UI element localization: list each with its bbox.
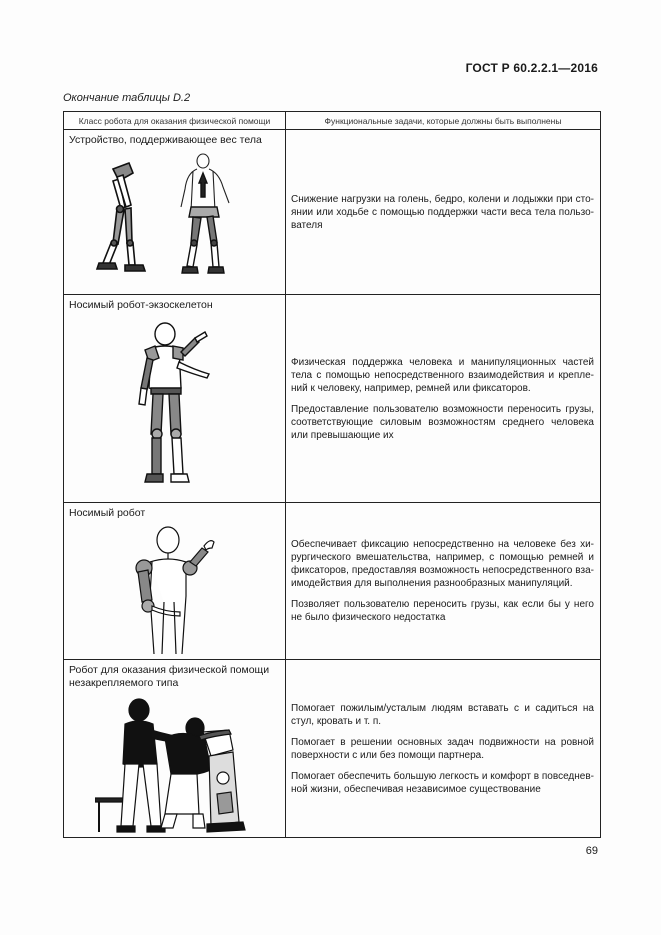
document-id: ГОСТ Р 60.2.2.1—2016 bbox=[465, 61, 598, 75]
table-caption: Окончание таблицы D.2 bbox=[63, 92, 191, 104]
robot-class-label: Носимый робот-экзоскелетон bbox=[69, 299, 213, 311]
robot-tasks-cell bbox=[286, 503, 601, 660]
robot-class-label: Робот для оказания физической помощи незакрепляемого типа bbox=[69, 664, 270, 689]
exoskeleton-figure bbox=[115, 322, 235, 490]
non-attached-assist-robot-figure bbox=[95, 698, 255, 834]
task-text: Помогает обеспечить большую легкость и комфорт в повседневной жизни, обеспечивая независимое существование bbox=[291, 770, 594, 795]
robot-class-cell bbox=[64, 130, 286, 295]
robot-tasks-cell bbox=[286, 130, 601, 295]
wearable-robot-figure bbox=[120, 526, 230, 654]
page-number: 69 bbox=[585, 845, 598, 857]
robot-class-cell bbox=[64, 295, 286, 503]
task-text: Обеспечивает фиксацию непосредственно на человеке без хирургического вмешательства, например, с помощью ремней и фиксаторов, предоставляя возможность непосредственного взаимодействия для выполнения разнообразных манипуляций. bbox=[291, 539, 594, 589]
robot-classes-table bbox=[63, 111, 601, 838]
table-header-row bbox=[64, 112, 601, 130]
task-text: Позволяет пользователю переносить грузы, как если бы у него не было физического недостатка bbox=[291, 599, 594, 623]
column-header-tasks: Функциональные задачи, которые должны быть выполнены bbox=[286, 112, 601, 130]
robot-class-label: Носимый робот bbox=[69, 507, 146, 519]
task-text: Помогает в решении основных задач подвижности на ровной поверхности с или без помощи партнера. bbox=[291, 736, 594, 761]
task-text: Физическая поддержка человека и манипуляционных частей тела с помощью непосредственного взаимодействия и креплений к человеку, например, ремней или фиксаторов. bbox=[291, 356, 594, 394]
table-row bbox=[64, 130, 601, 295]
table-row bbox=[64, 503, 601, 660]
robot-class-cell bbox=[64, 503, 286, 660]
robot-tasks-cell bbox=[286, 660, 601, 838]
task-text: Снижение нагрузки на голень, бедро, колени и лодыжки при стоянии или ходьбе с помощью поддержки части веса тела пользователя bbox=[291, 193, 594, 231]
table-row bbox=[64, 660, 601, 838]
robot-tasks-cell bbox=[286, 295, 601, 503]
robot-class-label: Устройство, поддерживающее вес тела bbox=[69, 134, 262, 146]
task-text: Предоставление пользователю возможности переносить грузы, соответствующие силовым возможностям среднего человека или превышающие их bbox=[291, 403, 594, 441]
column-header-class: Класс робота для оказания физической помощи bbox=[64, 112, 286, 130]
task-text: Помогает пожилым/усталым людям вставать с и садиться на стул, кровать и т. п. bbox=[291, 702, 594, 727]
body-weight-support-device-figure bbox=[75, 151, 275, 279]
robot-class-cell bbox=[64, 660, 286, 838]
table-row bbox=[64, 295, 601, 503]
